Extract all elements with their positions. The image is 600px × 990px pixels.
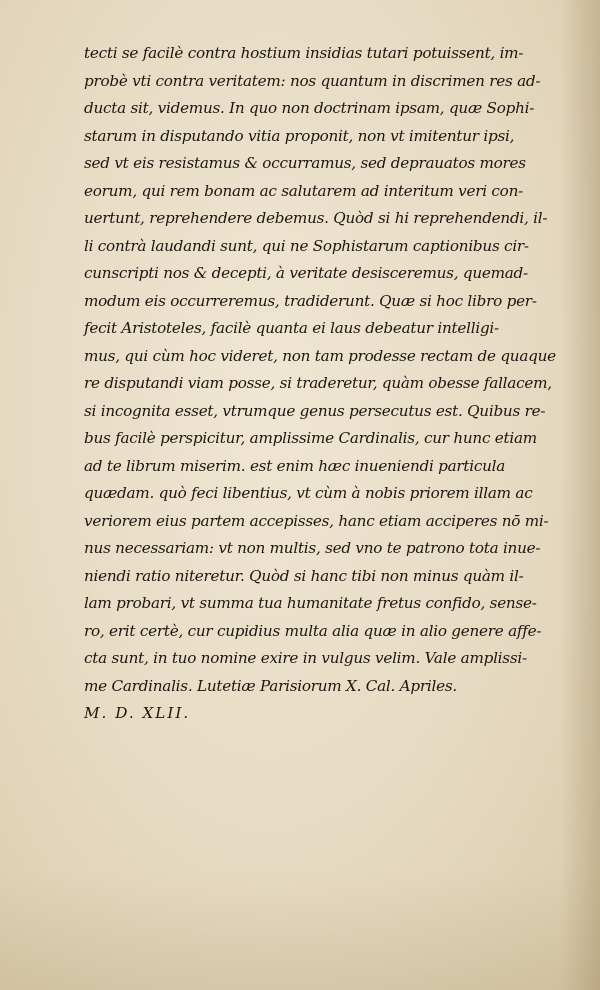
text-line: modum eis occurreremus, tradiderunt. Quæ si hoc libro per- bbox=[84, 291, 537, 310]
text-line: cunscripti nos & decepti, à veritate desisceremus, quemad- bbox=[84, 264, 528, 282]
text-line: ad te librum miserim. est enim hæc inueniendi particula bbox=[84, 456, 506, 475]
text-line: tecti se facilè contra hostium insidias tutari potuissent, im- bbox=[84, 44, 524, 62]
text-line: re disputandi viam posse, si traderetur, quàm obesse fallacem, bbox=[84, 374, 552, 392]
text-line: niendi ratio niteretur. Quòd si hanc tibi non minus quàm il- bbox=[84, 566, 524, 585]
text-line: quædam. quò feci libentius, vt cùm à nobis priorem illam ac bbox=[84, 484, 533, 502]
text-line: uertunt, reprehendere debemus. Quòd si hi reprehendendi, il- bbox=[84, 209, 548, 227]
text-line: bus facilè perspicitur, amplissime Cardinalis, cur hunc etiam bbox=[84, 429, 537, 447]
text-line: ro, erit certè, cur cupidius multa alia quæ in alio genere affe- bbox=[84, 621, 542, 640]
text-line: fecit Aristoteles, facilè quanta ei laus debeatur intelligi- bbox=[84, 319, 499, 337]
show-through-texture bbox=[120, 760, 550, 820]
text-line: probè vti contra veritatem: nos quantum in discrimen res ad- bbox=[84, 71, 541, 90]
text-line: lam probari, vt summa tua humanitate fretus confido, sense- bbox=[84, 594, 537, 612]
latin-text-block bbox=[84, 40, 574, 728]
text-line: si incognita esset, vtrumque genus persecutus est. Quibus re- bbox=[84, 401, 546, 420]
text-line: veriorem eius partem accepisses, hanc etiam acciperes nō mi- bbox=[84, 511, 549, 530]
text-line: eorum, qui rem bonam ac salutarem ad interitum veri con- bbox=[84, 181, 523, 200]
text-line: sed vt eis resistamus & occurramus, sed deprauatos mores bbox=[84, 154, 526, 172]
text-line: cta sunt, in tuo nomine exire in vulgus velim. Vale amplissi- bbox=[84, 649, 527, 667]
text-line: li contrà laudandi sunt, qui ne Sophistarum captionibus cir- bbox=[84, 236, 529, 255]
text-line: mus, qui cùm hoc videret, non tam prodesse rectam de quaque bbox=[84, 346, 556, 365]
text-line: starum in disputando vitia proponit, non vt imitentur ipsi, bbox=[84, 126, 515, 145]
date-line: M. D. XLII. bbox=[84, 704, 191, 722]
text-line: ducta sit, videmus. In quo non doctrinam ipsam, quæ Sophi- bbox=[84, 99, 535, 117]
text-line: nus necessariam: vt non multis, sed vno te patrono tota inue- bbox=[84, 539, 541, 557]
text-line: me Cardinalis. Lutetiæ Parisiorum X. Cal. Apriles. bbox=[84, 676, 457, 695]
